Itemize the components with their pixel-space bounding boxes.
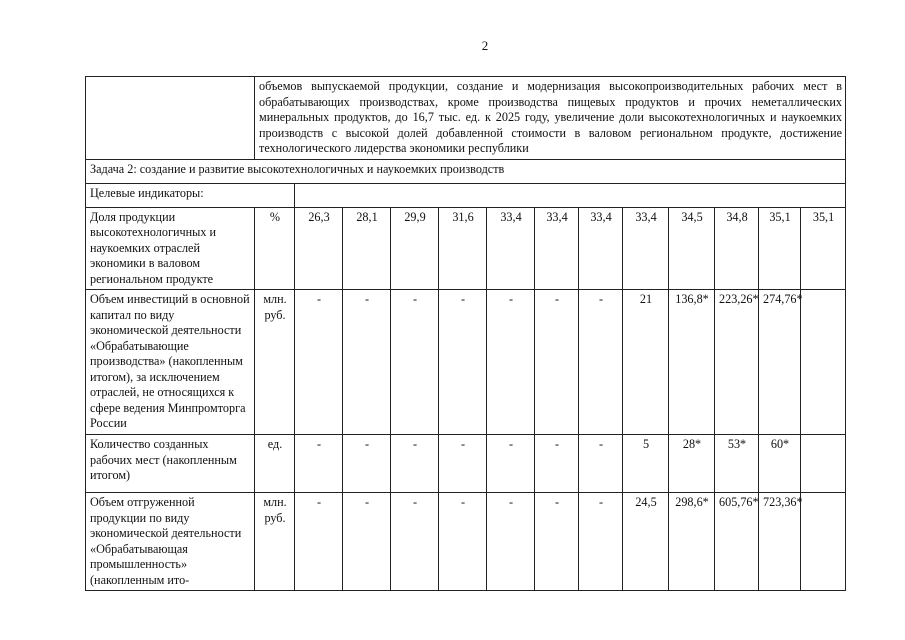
indicators-table [85,76,846,591]
indicator-value: - [295,493,343,591]
task-row [86,159,846,183]
indicator-row [86,290,846,435]
indicator-value: 33,4 [623,207,669,290]
indicator-unit: млн. руб. [255,493,295,591]
indicator-value: - [487,493,535,591]
indicator-value: - [535,290,579,435]
indicator-value: 33,4 [579,207,623,290]
indicator-value: 33,4 [487,207,535,290]
indicator-value: 223,26* [715,290,759,435]
indicator-value: - [391,290,439,435]
task-title: Задача 2: создание и развитие высокотехнологичных и наукоемких производств [86,159,846,183]
indicator-value: 605,76* [715,493,759,591]
indicator-value: 53* [715,435,759,493]
indicator-value: - [439,493,487,591]
indicator-row [86,435,846,493]
goal-empty-cell [86,77,255,160]
indicator-value: - [439,290,487,435]
indicator-name: Объем отгруженной продукции по виду экономической деятельности «Обрабатывающая промышленность» (накопленным ито- [86,493,255,591]
indicator-value: - [439,435,487,493]
indicator-name: Количество созданных рабочих мест (накопленным итогом) [86,435,255,493]
indicator-value: 29,9 [391,207,439,290]
indicator-value: - [579,493,623,591]
indicator-value: - [579,290,623,435]
indicator-value [801,290,846,435]
indicator-value: - [295,435,343,493]
indicator-value: - [343,435,391,493]
indicator-value: - [579,435,623,493]
indicator-value: 28,1 [343,207,391,290]
indicator-row [86,207,846,290]
indicator-value: 26,3 [295,207,343,290]
indicator-value: 298,6* [669,493,715,591]
target-indicators-empty [295,183,846,207]
indicator-value: - [535,435,579,493]
indicator-value: - [487,290,535,435]
indicator-value: 34,5 [669,207,715,290]
indicator-value: 21 [623,290,669,435]
target-indicators-label: Целевые индикаторы: [86,183,295,207]
indicator-value: 31,6 [439,207,487,290]
indicator-name: Объем инвестиций в основной капитал по виду экономической деятельности «Обрабатывающие производства» (накопленным итогом), за исключением отраслей, не относящихся к сфере ведения Минпромторга России [86,290,255,435]
indicator-value: - [391,493,439,591]
target-indicators-row [86,183,846,207]
indicator-name: Доля продукции высокотехнологичных и наукоемких отраслей экономики в валовом региональном продукте [86,207,255,290]
indicator-value: 34,8 [715,207,759,290]
indicator-value: 35,1 [801,207,846,290]
indicator-value [801,435,846,493]
indicator-value: - [391,435,439,493]
indicator-value: - [487,435,535,493]
indicator-value: - [295,290,343,435]
indicator-row [86,493,846,591]
goal-row [86,77,846,160]
indicator-value: 28* [669,435,715,493]
indicator-value: - [343,493,391,591]
indicator-value: 35,1 [759,207,801,290]
indicator-unit: % [255,207,295,290]
page-number: 2 [481,38,489,53]
goal-text: объемов выпускаемой продукции, создание и модернизация высокопроизводительных рабочих мест в обрабатывающих производствах, кроме производства пищевых продуктов и прочих неметаллических минеральных продуктов, до 16,7 тыс. ед. к 2025 году, увеличение доли высокотехнологичных и наукоемких производств с высокой долей добавленной стоимости в валовом региональном продукте, достижение технологического лидерства экономики республики [255,77,846,160]
indicator-value [801,493,846,591]
indicator-value: 60* [759,435,801,493]
indicator-unit: млн. руб. [255,290,295,435]
indicator-value: - [535,493,579,591]
indicator-value: 33,4 [535,207,579,290]
indicator-unit: ед. [255,435,295,493]
indicator-value: 24,5 [623,493,669,591]
indicator-value: 5 [623,435,669,493]
indicator-value: - [343,290,391,435]
indicator-value: 274,76* [759,290,801,435]
indicator-value: 723,36* [759,493,801,591]
indicator-value: 136,8* [669,290,715,435]
